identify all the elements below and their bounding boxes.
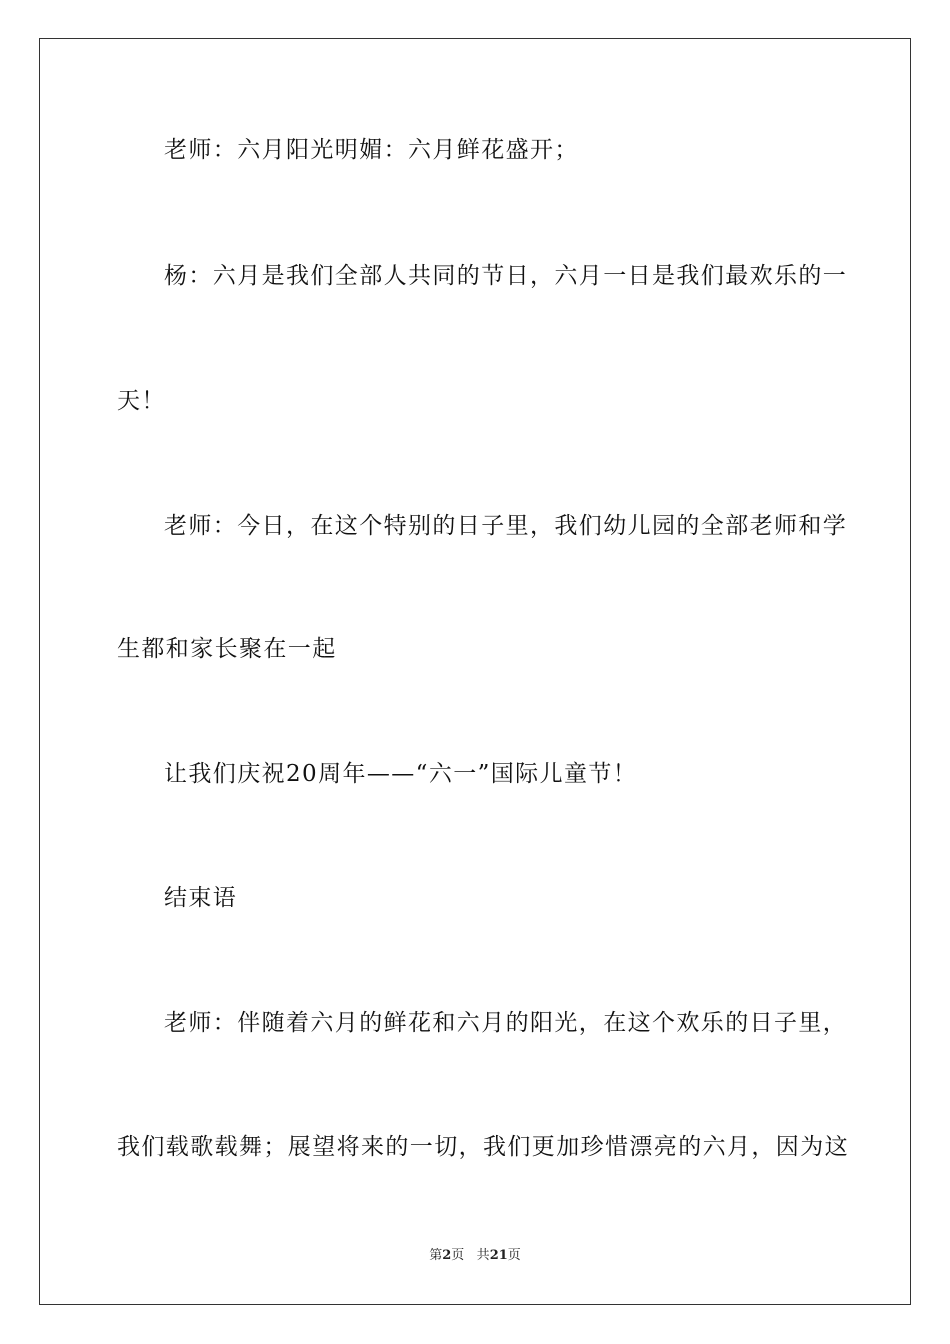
footer-total-suffix: 页 <box>507 1248 521 1263</box>
footer-page-suffix: 页 <box>451 1248 465 1263</box>
paragraph-line-3: 天！ <box>117 388 166 414</box>
paragraph-line-7: 老师：伴随着六月的鲜花和六月的阳光，在这个欢乐的日子里， <box>164 1010 848 1036</box>
page-border <box>39 38 911 1305</box>
paragraph-line-5: 生都和家长聚在一起 <box>117 636 337 662</box>
footer-prefix: 第 <box>429 1248 443 1263</box>
paragraph-line-2: 杨：六月是我们全部人共同的节日，六月一日是我们最欢乐的一 <box>164 263 848 289</box>
paragraph-line-4: 老师：今日，在这个特别的日子里，我们幼儿园的全部老师和学 <box>164 513 848 539</box>
total-pages-number: 21 <box>489 1248 508 1263</box>
current-page-number: 2 <box>442 1248 452 1263</box>
footer-total-prefix: 共 <box>476 1248 490 1263</box>
section-heading: 结束语 <box>164 885 238 911</box>
paragraph-line-1: 老师：六月阳光明媚：六月鲜花盛开； <box>164 137 579 163</box>
page-footer <box>0 1247 950 1265</box>
paragraph-line-8: 我们载歌载舞；展望将来的一切，我们更加珍惜漂亮的六月，因为这 <box>117 1134 849 1160</box>
paragraph-line-6: 让我们庆祝20周年——“六一”国际儿童节！ <box>164 761 638 787</box>
